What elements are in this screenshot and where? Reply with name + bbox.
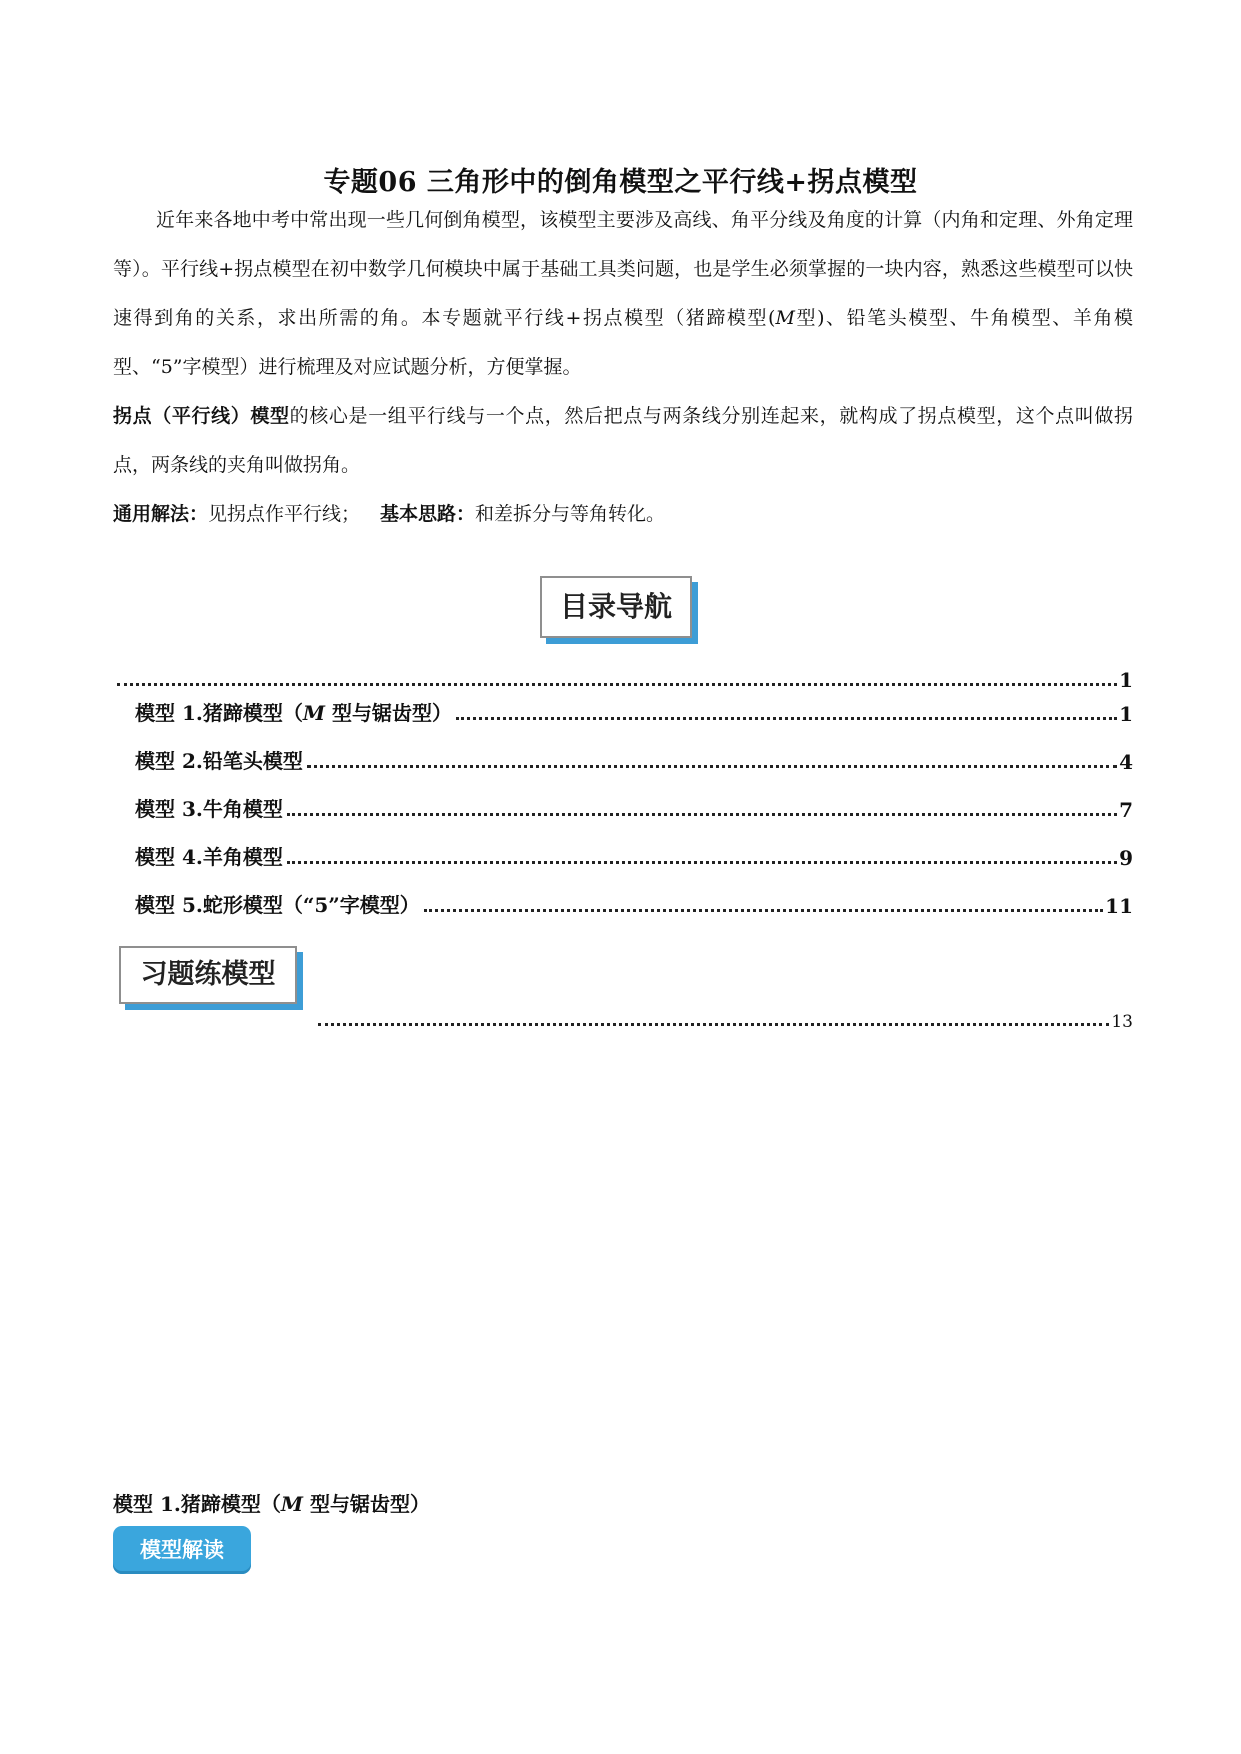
intro-paragraph-2 xyxy=(113,392,1133,490)
toc-entry-2[interactable] xyxy=(135,744,1133,774)
toc-entry-5[interactable] xyxy=(135,888,1133,918)
page-title: 专题06 三角形中的倒角模型之平行线+拐点模型 xyxy=(323,167,918,198)
section-heading-italic: M xyxy=(280,1492,303,1516)
toc-top-entry[interactable] xyxy=(113,662,1133,692)
toc-entry-3[interactable] xyxy=(135,792,1133,822)
toc-entry-suffix: 型与锯齿型） xyxy=(324,701,452,725)
toc-page-number: 11 xyxy=(1105,894,1133,918)
section-heading-suffix: 型与锯齿型） xyxy=(302,1492,430,1516)
intro-text-2: 的核心是一组平行线与一个点，然后把点与两条线分别连起来，就构成了拐点模型，这个点叫做拐点，两条线的夹角叫做拐角。 xyxy=(113,405,1133,476)
method-text: 见拐点作平行线； xyxy=(208,503,361,525)
intro-text-1-end: 型)、铅笔头模型、牛角模型、羊角模型、“5”字模型）进行梳理及对应试题分析，方便掌握。 xyxy=(113,307,1133,378)
section-heading-prefix: 模型 1.猪蹄模型（ xyxy=(113,1492,281,1516)
toc-heading-box: 目录导航 xyxy=(540,576,692,638)
toc-page-number: 1 xyxy=(1119,668,1133,692)
toc-dot-leader xyxy=(424,908,1103,912)
method-line xyxy=(113,490,1133,539)
toc-entry-label: 模型 2.铅笔头模型 xyxy=(135,749,303,773)
toc-page-number: 7 xyxy=(1119,798,1133,822)
toc-practice-entry[interactable] xyxy=(318,1002,1133,1032)
intro-text-1: 近年来各地中考中常出现一些几何倒角模型，该模型主要涉及高线、角平分线及角度的计算（内角和定理、外角定理等）。平行线+拐点模型在初中数学几何模块中属于基础工具类问题，也是学生必须掌握的一块内容，熟悉这些模型可以快速得到角的关系，求出所需的角。本专题就平行线+拐点模型（猪蹄模型( xyxy=(113,209,1133,329)
toc-page-number: 4 xyxy=(1119,750,1133,774)
toc-dot-leader xyxy=(318,1022,1109,1026)
method-label: 通用解法： xyxy=(113,503,209,525)
toc-dot-leader xyxy=(307,764,1117,768)
model-interpretation-badge: 模型解读 xyxy=(113,1526,251,1574)
toc-entry-prefix: 模型 1.猪蹄模型（ xyxy=(135,701,303,725)
toc-entry-1[interactable] xyxy=(135,696,1133,726)
idea-label: 基本思路： xyxy=(380,503,476,525)
toc-entry-label: 模型 4.羊角模型 xyxy=(135,845,283,869)
toc-entry-label: 模型 3.牛角模型 xyxy=(135,797,283,821)
toc-entry-label xyxy=(135,697,452,726)
intro-italic-m: M xyxy=(775,307,795,329)
intro-section xyxy=(113,196,1133,539)
toc-page-number: 9 xyxy=(1119,846,1133,870)
toc-page-number: 13 xyxy=(1111,1012,1133,1032)
toc-entry-label: 模型 5.蛇形模型（“5”字模型） xyxy=(135,893,420,917)
toc-entry-4[interactable] xyxy=(135,840,1133,870)
toc-dot-leader xyxy=(117,682,1117,686)
idea-text: 和差拆分与等角转化。 xyxy=(475,503,666,525)
toc-dot-leader xyxy=(287,860,1117,864)
section-heading xyxy=(113,1488,430,1517)
intro-bold-term: 拐点（平行线）模型 xyxy=(113,405,290,427)
intro-paragraph-1 xyxy=(113,196,1133,392)
toc-dot-leader xyxy=(287,812,1117,816)
practice-heading-box: 习题练模型 xyxy=(119,946,297,1004)
toc-page-number: 1 xyxy=(1119,702,1133,726)
toc-entry-italic: M xyxy=(302,701,325,725)
toc-dot-leader xyxy=(456,716,1117,720)
